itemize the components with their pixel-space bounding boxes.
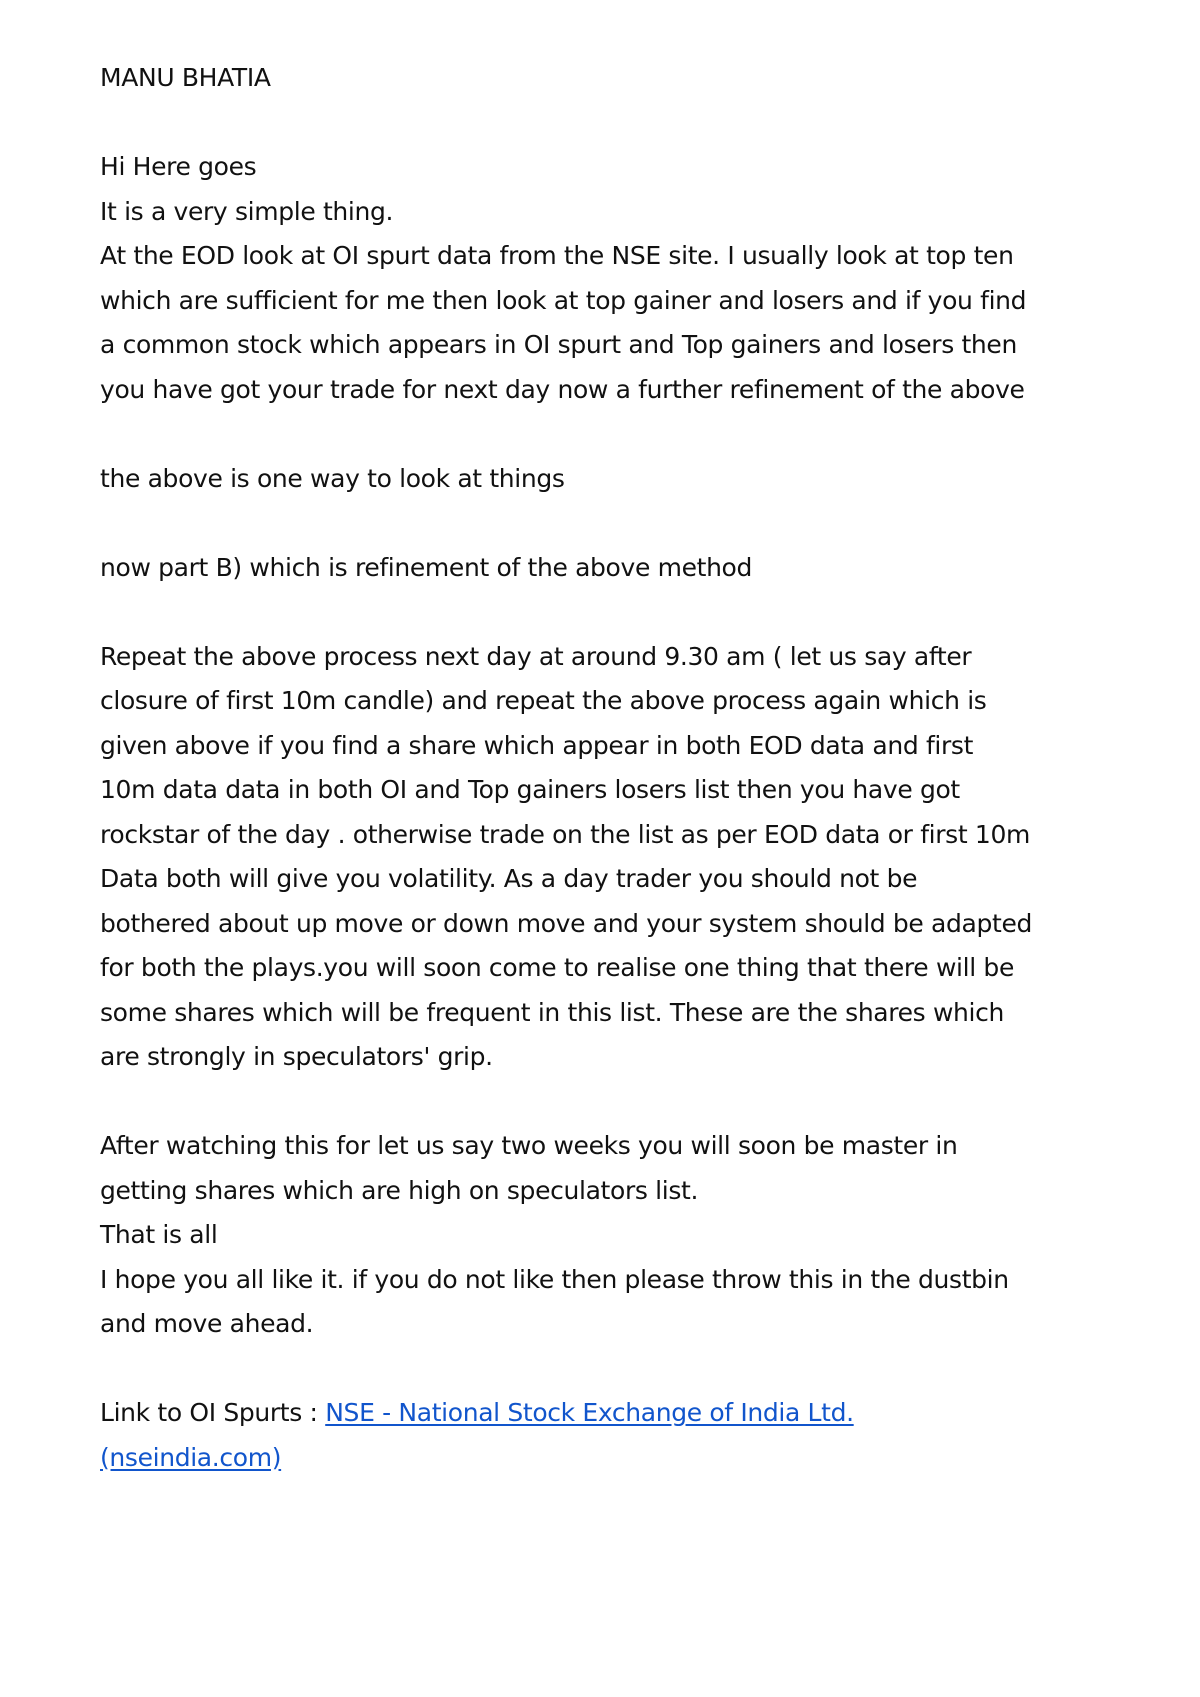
spacer [100, 590, 1080, 635]
process-line: Repeat the above process next day at around 9.30 am ( let us say after [100, 641, 972, 671]
nse-link-continued[interactable]: (nseindia.com) [100, 1442, 282, 1472]
link-label: Link to OI Spurts : [100, 1398, 326, 1427]
spacer [100, 412, 1080, 457]
intro-line: a common stock which appears in OI spurt and Top gainers and losers then [100, 330, 1017, 359]
closing-line: After watching this for let us say two weeks you will soon be master in [100, 1131, 958, 1160]
link-line [100, 1391, 1080, 1436]
process-line: 10m data data in both OI and Top gainers losers list then you have got [100, 775, 960, 804]
document-body [100, 56, 1080, 1480]
process-line: Data both will give you volatility. As a day trader you should not be [100, 864, 918, 893]
process-line: some shares which will be frequent in this list. These are the shares which [100, 997, 1005, 1027]
process-line: bothered about up move or down move and your system should be adapted [100, 908, 1033, 938]
process-line: are strongly in speculators' grip. [100, 1042, 493, 1071]
one-way-line: the above is one way to look at things [100, 463, 565, 493]
closing-line: I hope you all like it. if you do not like then please throw this in the dustbin [100, 1264, 1009, 1294]
closing-line: getting shares which are high on speculators list. [100, 1175, 699, 1205]
intro-line: At the EOD look at OI spurt data from the NSE site. I usually look at top ten [100, 241, 1014, 270]
nse-link[interactable]: NSE - National Stock Exchange of India Ltd. [325, 1398, 854, 1427]
intro-line: which are sufficient for me then look at top gainer and losers and if you find [100, 285, 1027, 315]
author-name: MANU BHATIA [100, 63, 271, 92]
spacer [100, 501, 1080, 546]
link-line-continued [100, 1436, 1080, 1481]
process-line: for both the plays.you will soon come to realise one thing that there will be [100, 953, 1014, 982]
intro-line: you have got your trade for next day now a further refinement of the above [100, 374, 1025, 404]
part-b-line: now part B) which is refinement of the above method [100, 552, 753, 582]
process-line: given above if you find a share which appear in both EOD data and first [100, 730, 974, 760]
intro-line: Hi Here goes [100, 152, 257, 181]
closing-line: and move ahead. [100, 1309, 314, 1338]
intro-line: It is a very simple thing. [100, 196, 394, 226]
process-line: closure of first 10m candle) and repeat the above process again which is [100, 686, 987, 715]
spacer [100, 1347, 1080, 1392]
closing-line: That is all [100, 1220, 218, 1249]
spacer [100, 1080, 1080, 1125]
process-line: rockstar of the day . otherwise trade on the list as per EOD data or first 10m [100, 819, 1031, 849]
spacer [100, 101, 1080, 146]
